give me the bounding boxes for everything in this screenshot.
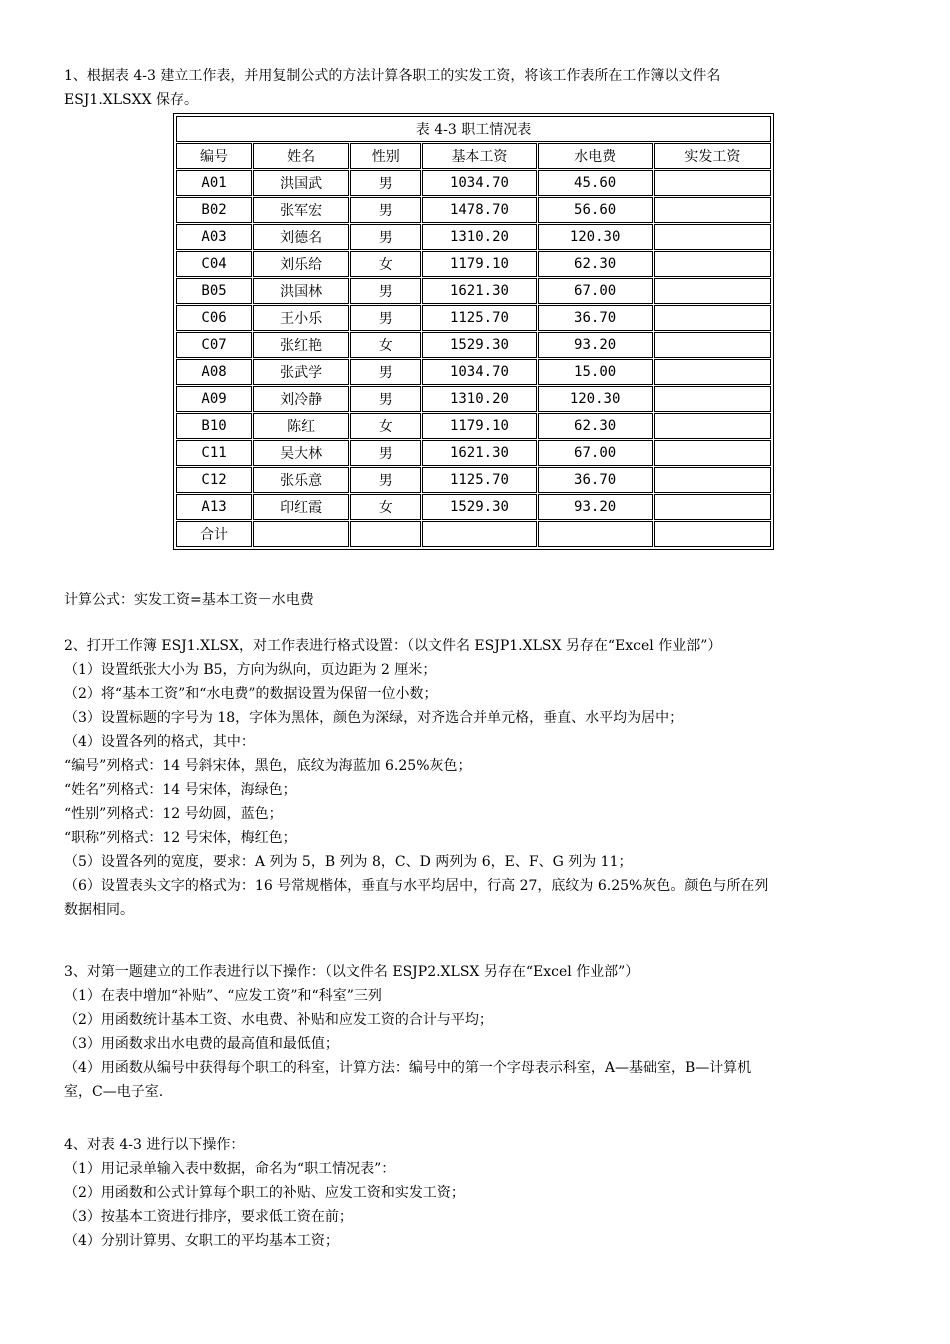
table-cell: 1621.30 — [422, 440, 536, 466]
section2-heading: 2、打开工作簿 ESJ1.XLSX，对工作表进行格式设置：（以文件名 ESJP1.XLSX 另存在“Excel 作业部”） — [64, 638, 722, 654]
table-cell: 1125.70 — [422, 305, 536, 331]
table-header-cell: 基本工资 — [422, 143, 536, 169]
table-cell: 1529.30 — [422, 332, 536, 358]
table-cell: A13 — [176, 494, 252, 520]
section3-item: （2）用函数统计基本工资、水电费、补贴和应发工资的合计与平均； — [64, 1012, 493, 1028]
table-cell — [253, 521, 349, 547]
table-cell — [654, 332, 771, 358]
table-cell: A09 — [176, 386, 252, 412]
table-cell: A01 — [176, 170, 252, 196]
table-cell: 15.00 — [538, 359, 653, 385]
section2-item: （5）设置各列的宽度，要求：A 列为 5，B 列为 8，C、D 两列为 6，E、F、G 列为 11； — [64, 854, 633, 870]
table-cell: 男 — [350, 467, 421, 493]
formula-line: 计算公式：实发工资=基本工资－水电费 — [64, 592, 314, 608]
table-cell — [654, 386, 771, 412]
table-cell: 张军宏 — [253, 197, 349, 223]
table-cell — [654, 521, 771, 547]
table-row — [176, 521, 771, 547]
table-cell — [654, 278, 771, 304]
table-cell: B10 — [176, 413, 252, 439]
table-cell: 男 — [350, 359, 421, 385]
table-cell — [654, 197, 771, 223]
section4-item: （1）用记录单输入表中数据，命名为“职工情况表”： — [64, 1161, 396, 1177]
section3-heading: 3、对第一题建立的工作表进行以下操作：（以文件名 ESJP2.XLSX 另存在“Excel 作业部”） — [64, 964, 640, 980]
table-cell: 1125.70 — [422, 467, 536, 493]
table-cell: 1621.30 — [422, 278, 536, 304]
table-cell: 1179.10 — [422, 251, 536, 277]
table-cell: 王小乐 — [253, 305, 349, 331]
table-cell: 合计 — [176, 521, 252, 547]
section2-item: （6）设置表头文字的格式为：16 号常规楷体，垂直与水平均居中，行高 27，底纹为 6.25%灰色。颜色与所在列 — [64, 878, 769, 894]
section4-item: （2）用函数和公式计算每个职工的补贴、应发工资和实发工资； — [64, 1185, 465, 1201]
table-cell: 120.30 — [538, 386, 653, 412]
table-cell: 1529.30 — [422, 494, 536, 520]
table-cell: 1310.20 — [422, 224, 536, 250]
table-cell — [654, 305, 771, 331]
table-row — [176, 467, 771, 493]
table-cell: 45.60 — [538, 170, 653, 196]
table-row — [176, 278, 771, 304]
section2-item: “编号”列格式：14 号斜宋体，黑色，底纹为海蓝加 6.25%灰色； — [64, 758, 472, 774]
table-cell — [654, 170, 771, 196]
table-cell: 36.70 — [538, 305, 653, 331]
table-cell: 1179.10 — [422, 413, 536, 439]
table-cell: 吴大林 — [253, 440, 349, 466]
table-cell — [654, 359, 771, 385]
table-row — [176, 413, 771, 439]
table-cell: 36.70 — [538, 467, 653, 493]
table-row — [176, 224, 771, 250]
table-cell: C04 — [176, 251, 252, 277]
table-cell: 62.30 — [538, 413, 653, 439]
table-cell: C11 — [176, 440, 252, 466]
section2-item: “职称”列格式：12 号宋体，梅红色； — [64, 830, 297, 846]
table-row — [176, 251, 771, 277]
table-cell — [350, 521, 421, 547]
table-cell: 张乐意 — [253, 467, 349, 493]
table-cell: 洪国武 — [253, 170, 349, 196]
table-cell: C06 — [176, 305, 252, 331]
table-cell: 男 — [350, 170, 421, 196]
section2-item: （2）将“基本工资”和“水电费”的数据设置为保留一位小数； — [64, 686, 438, 702]
table-cell: 男 — [350, 224, 421, 250]
table-cell — [654, 440, 771, 466]
table-cell — [654, 413, 771, 439]
table-cell: C07 — [176, 332, 252, 358]
section4-heading: 4、对表 4-3 进行以下操作： — [64, 1137, 245, 1153]
table-cell: 男 — [350, 305, 421, 331]
table-header-cell: 水电费 — [538, 143, 653, 169]
table-row — [176, 359, 771, 385]
table-cell: 陈红 — [253, 413, 349, 439]
section1-line1: 1、根据表 4-3 建立工作表，并用复制公式的方法计算各职工的实发工资，将该工作表所在工作簿以文件名 — [64, 68, 721, 84]
table-cell — [422, 521, 536, 547]
table-header-cell: 性别 — [350, 143, 421, 169]
section3-item: （1）在表中增加“补贴”、“应发工资”和“科室”三列 — [64, 988, 382, 1004]
table-cell — [654, 224, 771, 250]
section2-item: （1）设置纸张大小为 B5，方向为纵向，页边距为 2 厘米； — [64, 662, 437, 678]
table-cell: 刘冷静 — [253, 386, 349, 412]
table-row — [176, 494, 771, 520]
table-cell: 男 — [350, 278, 421, 304]
section3-item: （4）用函数从编号中获得每个职工的科室，计算方法：编号中的第一个字母表示科室，A—基础室，B—计算机 — [64, 1060, 752, 1076]
table-header-cell: 实发工资 — [654, 143, 771, 169]
section2-item: “性别”列格式：12 号幼圆，蓝色； — [64, 806, 283, 822]
table-cell: 张武学 — [253, 359, 349, 385]
table-cell — [654, 494, 771, 520]
table-row — [176, 305, 771, 331]
table-cell: 93.20 — [538, 332, 653, 358]
section2-item: （4）设置各列的格式，其中： — [64, 734, 255, 750]
table-cell — [654, 467, 771, 493]
table-row — [176, 440, 771, 466]
table-cell: 洪国林 — [253, 278, 349, 304]
table-cell: 印红霞 — [253, 494, 349, 520]
table-cell: 男 — [350, 440, 421, 466]
table-cell: 男 — [350, 197, 421, 223]
table-cell — [654, 251, 771, 277]
table-cell: 67.00 — [538, 278, 653, 304]
table-cell: A03 — [176, 224, 252, 250]
table-cell: B02 — [176, 197, 252, 223]
section4-item: （3）按基本工资进行排序，要求低工资在前； — [64, 1209, 353, 1225]
table-title: 表 4-3 职工情况表 — [176, 116, 771, 142]
table-cell: 56.60 — [538, 197, 653, 223]
section2-item: “姓名”列格式：14 号宋体，海绿色； — [64, 782, 297, 798]
section4-item: （4）分别计算男、女职工的平均基本工资； — [64, 1233, 339, 1249]
table-cell: 女 — [350, 251, 421, 277]
table-cell: 1034.70 — [422, 359, 536, 385]
table-row — [176, 386, 771, 412]
table-row — [176, 170, 771, 196]
table-header-cell: 姓名 — [253, 143, 349, 169]
table-cell: 女 — [350, 494, 421, 520]
table-row — [176, 197, 771, 223]
section3-item: （3）用函数求出水电费的最高值和最低值； — [64, 1036, 339, 1052]
table-cell: A08 — [176, 359, 252, 385]
table-cell: 67.00 — [538, 440, 653, 466]
section2-item: 数据相同。 — [64, 902, 134, 918]
table-cell: C12 — [176, 467, 252, 493]
table-cell: 62.30 — [538, 251, 653, 277]
table-cell: 男 — [350, 386, 421, 412]
employee-table — [173, 113, 774, 550]
table-cell: 刘德名 — [253, 224, 349, 250]
table-header-cell: 编号 — [176, 143, 252, 169]
section2-item: （3）设置标题的字号为 18，字体为黑体，颜色为深绿，对齐选合并单元格，垂直、水平均为居中； — [64, 710, 684, 726]
table-cell: 93.20 — [538, 494, 653, 520]
table-cell: 张红艳 — [253, 332, 349, 358]
table-cell: 1478.70 — [422, 197, 536, 223]
section1-line2: ESJ1.XLSXX 保存。 — [64, 92, 199, 108]
table-cell: B05 — [176, 278, 252, 304]
table-cell: 1034.70 — [422, 170, 536, 196]
table-cell — [538, 521, 653, 547]
table-header-row — [176, 143, 771, 169]
table-cell: 女 — [350, 332, 421, 358]
section3-item: 室，C—电子室. — [64, 1084, 164, 1100]
table-cell: 刘乐给 — [253, 251, 349, 277]
table-row — [176, 332, 771, 358]
table-cell: 120.30 — [538, 224, 653, 250]
table-cell: 女 — [350, 413, 421, 439]
table-cell: 1310.20 — [422, 386, 536, 412]
